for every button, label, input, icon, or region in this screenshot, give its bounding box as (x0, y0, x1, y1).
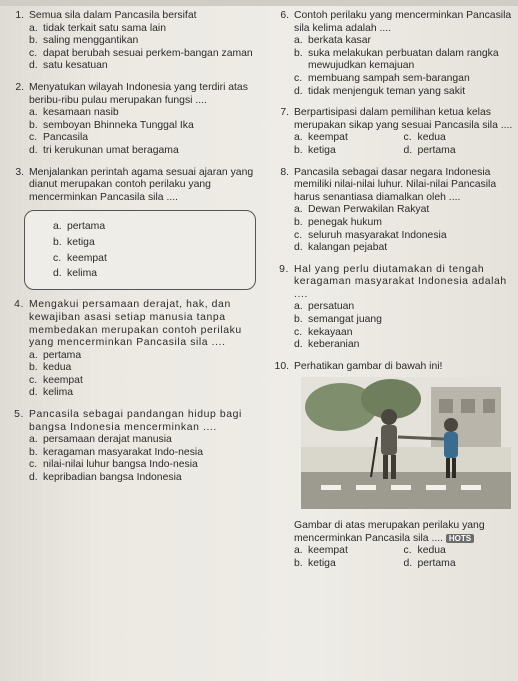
option-text: suka melakukan perbuatan dalam rangka mewujudkan kemajuan (308, 47, 499, 72)
option[interactable] (29, 145, 264, 158)
option[interactable] (29, 375, 264, 388)
option-text: pertama (417, 557, 456, 569)
option[interactable] (29, 472, 264, 485)
option-letter: c. (29, 132, 38, 144)
option-text: ketiga (308, 557, 336, 569)
question-number: 3. (15, 166, 24, 178)
option-letter: a. (29, 434, 38, 446)
option[interactable] (29, 23, 264, 36)
option-text: nilai-nilai luhur bangsa Indo-nesia (43, 459, 198, 471)
option-letter: b. (294, 314, 303, 326)
option-text: keempat (308, 545, 348, 557)
option-letter: b. (53, 236, 62, 248)
option-text: pertama (43, 349, 82, 361)
question-number: 9. (279, 263, 289, 275)
option[interactable] (294, 217, 513, 230)
option-text: kedua (43, 362, 72, 374)
option[interactable] (29, 459, 264, 472)
option-text: keempat (43, 374, 83, 386)
option-letter: d. (294, 339, 303, 351)
option-letter: a. (29, 107, 38, 119)
option[interactable] (29, 132, 264, 145)
option[interactable] (29, 107, 264, 120)
option-text: dapat berubah sesuai perkem-bangan zaman (43, 47, 253, 59)
illustration-people-crossing-road (301, 377, 511, 509)
option-text: tidak menjenguk teman yang sakit (308, 85, 466, 97)
option-text: pertama (67, 221, 106, 233)
option-text: persamaan derajat manusia (43, 434, 172, 446)
option[interactable] (29, 48, 264, 61)
option-letter: a. (53, 221, 62, 233)
option-letter: c. (294, 326, 303, 338)
option[interactable] (294, 242, 513, 255)
option[interactable] (294, 204, 513, 217)
option-text: persatuan (308, 301, 355, 313)
option-letter: a. (294, 301, 303, 313)
question-text: Menyatukan wilayah Indonesia yang terdiri atas beribu-ribu pulau merupakan fungsi .... (29, 81, 248, 106)
option[interactable] (294, 558, 404, 571)
question-7 (271, 107, 513, 157)
option[interactable] (29, 434, 264, 447)
option[interactable] (294, 545, 404, 558)
illustration-caption (294, 520, 513, 545)
option-letter: c. (29, 459, 38, 471)
option-letter: d. (53, 268, 62, 280)
question-number: 5. (14, 409, 24, 421)
question-text: Menjalankan perintah agama sesuai ajaran yang dianut merupakan contoh perilaku yang mencerminkan Pancasila sila .... (29, 166, 254, 203)
option[interactable] (29, 362, 264, 375)
question-text: Semua sila dalam Pancasila bersifat (29, 10, 197, 21)
option-text: membuang sampah sem-barangan (308, 72, 470, 84)
question-number: 2. (15, 81, 24, 93)
option-letter: c. (403, 545, 412, 557)
option-letter: b. (29, 446, 38, 458)
option-text: Pancasila (43, 132, 89, 144)
option[interactable] (53, 253, 107, 266)
question-number: 1. (15, 10, 24, 21)
question-text: Pancasila sebagai dasar negara Indonesia memiliki nilai-nilai luhur. Nilai-nilai Pancasila harus senantiasa diamalkan oleh .... (294, 166, 497, 203)
question-number: 10. (274, 360, 289, 372)
option-letter: b. (294, 144, 303, 156)
option-text: semboyan Bhinneka Tunggal Ika (43, 119, 194, 131)
option[interactable] (29, 350, 264, 363)
option-letter: d. (403, 144, 413, 156)
option-text: kalangan pejabat (308, 242, 388, 254)
option[interactable] (29, 447, 264, 460)
question-number: 6. (280, 10, 289, 21)
option-letter: b. (294, 47, 303, 59)
option-letter: d. (29, 60, 38, 72)
option-letter: a. (294, 35, 303, 47)
option-text: keempat (67, 252, 107, 264)
option[interactable] (29, 35, 264, 48)
option-letter: c. (29, 374, 38, 386)
option-letter: c. (403, 132, 412, 144)
top-edge-strip (0, 0, 518, 6)
question-number: 4. (14, 299, 24, 311)
option[interactable] (294, 86, 513, 99)
option[interactable] (294, 327, 513, 340)
option-text: Dewan Perwakilan Rakyat (308, 204, 430, 216)
option-letter: d. (403, 557, 413, 569)
option[interactable] (53, 221, 107, 234)
option-letter: c. (53, 252, 62, 264)
option[interactable] (294, 301, 513, 314)
question-text: Contoh perilaku yang mencerminkan Pancasila sila kelima adalah .... (294, 10, 512, 34)
option-text: keragaman masyarakat Indo-nesia (43, 446, 203, 458)
option-text: kepribadian bangsa Indonesia (43, 472, 182, 484)
option[interactable] (53, 237, 107, 250)
option[interactable] (294, 145, 404, 158)
option-letter: d. (29, 472, 38, 484)
option-text: keberanian (308, 339, 360, 351)
option-letter: b. (29, 362, 38, 374)
question-text: Berpartisipasi dalam pemilihan ketua kelas merupakan sikap yang sesuai Pancasila sila .... (294, 107, 513, 131)
option-letter: a. (294, 545, 303, 557)
option[interactable] (404, 132, 514, 145)
question-text: Perhatikan gambar di bawah ini! (294, 360, 443, 372)
option-letter: a. (294, 132, 303, 144)
right-column (271, 10, 513, 579)
option-text: kelima (43, 387, 74, 399)
question-number: 7. (280, 107, 289, 119)
option[interactable] (29, 60, 264, 73)
option[interactable] (53, 268, 107, 281)
options-box (24, 210, 256, 290)
option-text: ketiga (308, 144, 336, 156)
question-2 (6, 82, 264, 158)
option-text: kesamaan nasib (43, 107, 119, 119)
option-letter: d. (29, 144, 38, 156)
option[interactable] (294, 73, 513, 86)
option-letter: b. (29, 35, 38, 47)
option-letter: d. (294, 242, 303, 254)
option[interactable] (294, 314, 513, 327)
caption-text: Gambar di atas merupakan perilaku yang mencerminkan Pancasila sila (294, 520, 485, 544)
option[interactable] (294, 35, 513, 48)
option-text: pertama (417, 144, 456, 156)
option-letter: c. (294, 72, 303, 84)
option[interactable] (294, 132, 404, 145)
question-4 (6, 299, 264, 400)
option-letter: d. (29, 387, 38, 399)
option[interactable] (404, 545, 514, 558)
option-text: satu kesatuan (43, 60, 108, 72)
caption-ellipsis: .... (431, 532, 444, 544)
option[interactable] (294, 230, 513, 243)
question-6 (271, 10, 513, 98)
option-text: berkata kasar (308, 35, 371, 47)
option[interactable] (294, 48, 513, 73)
question-8 (271, 167, 513, 255)
option-letter: d. (294, 85, 303, 97)
option-text: tidak terkait satu sama lain (43, 22, 167, 34)
option-letter: a. (29, 22, 38, 34)
option-text: kedua (417, 545, 446, 557)
question-3 (6, 167, 264, 291)
option-letter: c. (294, 229, 303, 241)
option-text: keempat (308, 132, 348, 144)
option-text: tri kerukunan umat beragama (43, 144, 179, 156)
option[interactable] (404, 145, 514, 158)
question-1 (6, 10, 264, 73)
option[interactable] (404, 558, 514, 571)
option-text: kedua (417, 132, 446, 144)
option-letter: b. (294, 557, 303, 569)
question-number: 8. (280, 166, 289, 178)
option-text: kelima (67, 268, 98, 280)
option-text: seluruh masyarakat Indonesia (308, 229, 447, 241)
left-column (6, 10, 264, 494)
option[interactable] (294, 339, 513, 352)
option[interactable] (29, 120, 264, 133)
question-text: Hal yang perlu diutamakan di tengah keragaman masyarakat Indonesia adalah .... (294, 263, 507, 300)
question-5 (6, 409, 264, 485)
option-text: ketiga (67, 236, 95, 248)
option-letter: a. (294, 204, 303, 216)
hots-badge: HOTS (446, 534, 474, 543)
option-text: saling menggantikan (43, 35, 139, 47)
option-text: penegak hukum (308, 216, 382, 228)
question-text: Mengakui persamaan derajat, hak, dan kewajiban asasi setiap manusia tanpa membedakan merupakan contoh perilaku yang mencerminkan Pancasila sila .... (29, 299, 242, 349)
option[interactable] (29, 387, 264, 400)
question-text: Pancasila sebagai pandangan hidup bagi bangsa Indonesia mencerminkan .... (29, 409, 242, 433)
option-text: kekayaan (308, 326, 353, 338)
option-text: semangat juang (308, 314, 382, 326)
option-letter: b. (294, 216, 303, 228)
question-9 (271, 264, 513, 352)
option-letter: a. (29, 349, 38, 361)
option-letter: b. (29, 119, 38, 131)
question-10 (271, 361, 513, 571)
option-letter: c. (29, 47, 38, 59)
